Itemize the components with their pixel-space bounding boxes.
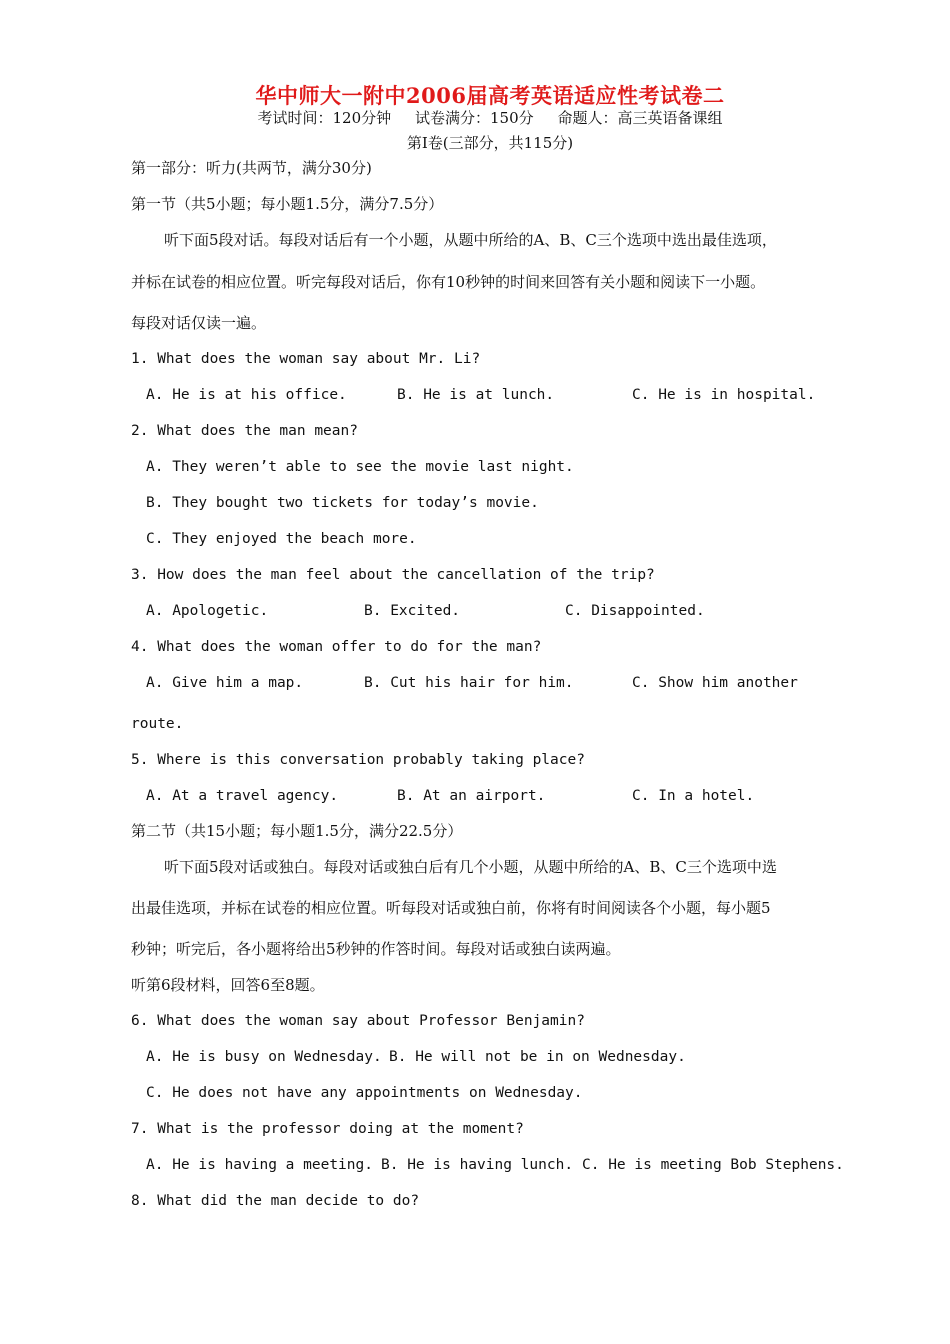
section1-instruction-line: 听下面5段对话。每段对话后有一个小题，从题中所给的A、B、C三个选项中选出最佳选项， <box>164 231 777 249</box>
option: A. They weren’t able to see the movie last night. <box>146 459 574 475</box>
section2-instruction-line: 秒钟；听完后，各小题将给出5秒钟的作答时间。每段对话或独白读两遍。 <box>131 940 621 958</box>
option: C. Show him another <box>632 675 798 691</box>
question-stem: 8. What did the man decide to do? <box>131 1193 420 1209</box>
option: C. In a hotel. <box>632 788 755 804</box>
question-stem: 2. What does the man mean? <box>131 423 358 439</box>
option: C. He is meeting Bob Stephens. <box>582 1157 844 1173</box>
option: B. He is at lunch. <box>397 387 555 403</box>
question-stem: 1. What does the woman say about Mr. Li? <box>131 351 481 367</box>
option: A. He is at his office. <box>146 387 347 403</box>
option: A. Give him a map. <box>146 675 304 691</box>
material-note: 听第6段材料，回答6至8题。 <box>131 976 325 994</box>
option: B. He is having lunch. <box>381 1157 574 1173</box>
section1-instruction-line: 并标在试卷的相应位置。听完每段对话后，你有10秒钟的时间来回答有关小题和阅读下一小题。 <box>131 273 766 291</box>
option: B. Cut his hair for him. <box>364 675 574 691</box>
section1-heading: 第一节（共5小题；每小题1.5分，满分7.5分） <box>131 195 444 213</box>
question-stem: 6. What does the woman say about Professor Benjamin? <box>131 1013 585 1029</box>
option-continuation: route. <box>131 716 184 732</box>
section1-instruction-line: 每段对话仅读一遍。 <box>131 314 267 332</box>
section2-instruction-line: 出最佳选项，并标在试卷的相应位置。听每段对话或独白前，你将有时间阅读各个小题，每小题5 <box>131 899 771 917</box>
option: B. At an airport. <box>397 788 546 804</box>
exam-title: 华中师大一附中2006届高考英语适应性考试卷二 <box>255 83 725 108</box>
option: A. He is busy on Wednesday. <box>146 1049 382 1065</box>
question-stem: 4. What does the woman offer to do for the man? <box>131 639 542 655</box>
option: B. Excited. <box>364 603 461 619</box>
option: A. At a travel agency. <box>146 788 339 804</box>
section2-heading: 第二节（共15小题；每小题1.5分，满分22.5分） <box>131 822 463 840</box>
option: C. They enjoyed the beach more. <box>146 531 417 547</box>
option: C. He does not have any appointments on Wednesday. <box>146 1085 583 1101</box>
exam-meta: 考试时间：120分钟 试卷满分：150分 命题人：高三英语备课组 <box>257 109 723 127</box>
question-stem: 3. How does the man feel about the cancellation of the trip? <box>131 567 655 583</box>
section2-instruction-line: 听下面5段对话或独白。每段对话或独白后有几个小题，从题中所给的A、B、C三个选项中选 <box>164 858 777 876</box>
option: C. He is in hospital. <box>632 387 816 403</box>
question-stem: 5. Where is this conversation probably taking place? <box>131 752 585 768</box>
part1-heading: 第一部分：听力(共两节，满分30分) <box>131 159 372 177</box>
option: B. They bought two tickets for today’s movie. <box>146 495 539 511</box>
volume-heading: 第Ⅰ卷(三部分，共115分) <box>406 134 574 152</box>
question-stem: 7. What is the professor doing at the moment? <box>131 1121 524 1137</box>
option: A. He is having a meeting. <box>146 1157 373 1173</box>
option: A. Apologetic. <box>146 603 269 619</box>
option: C. Disappointed. <box>565 603 705 619</box>
option: B. He will not be in on Wednesday. <box>389 1049 686 1065</box>
